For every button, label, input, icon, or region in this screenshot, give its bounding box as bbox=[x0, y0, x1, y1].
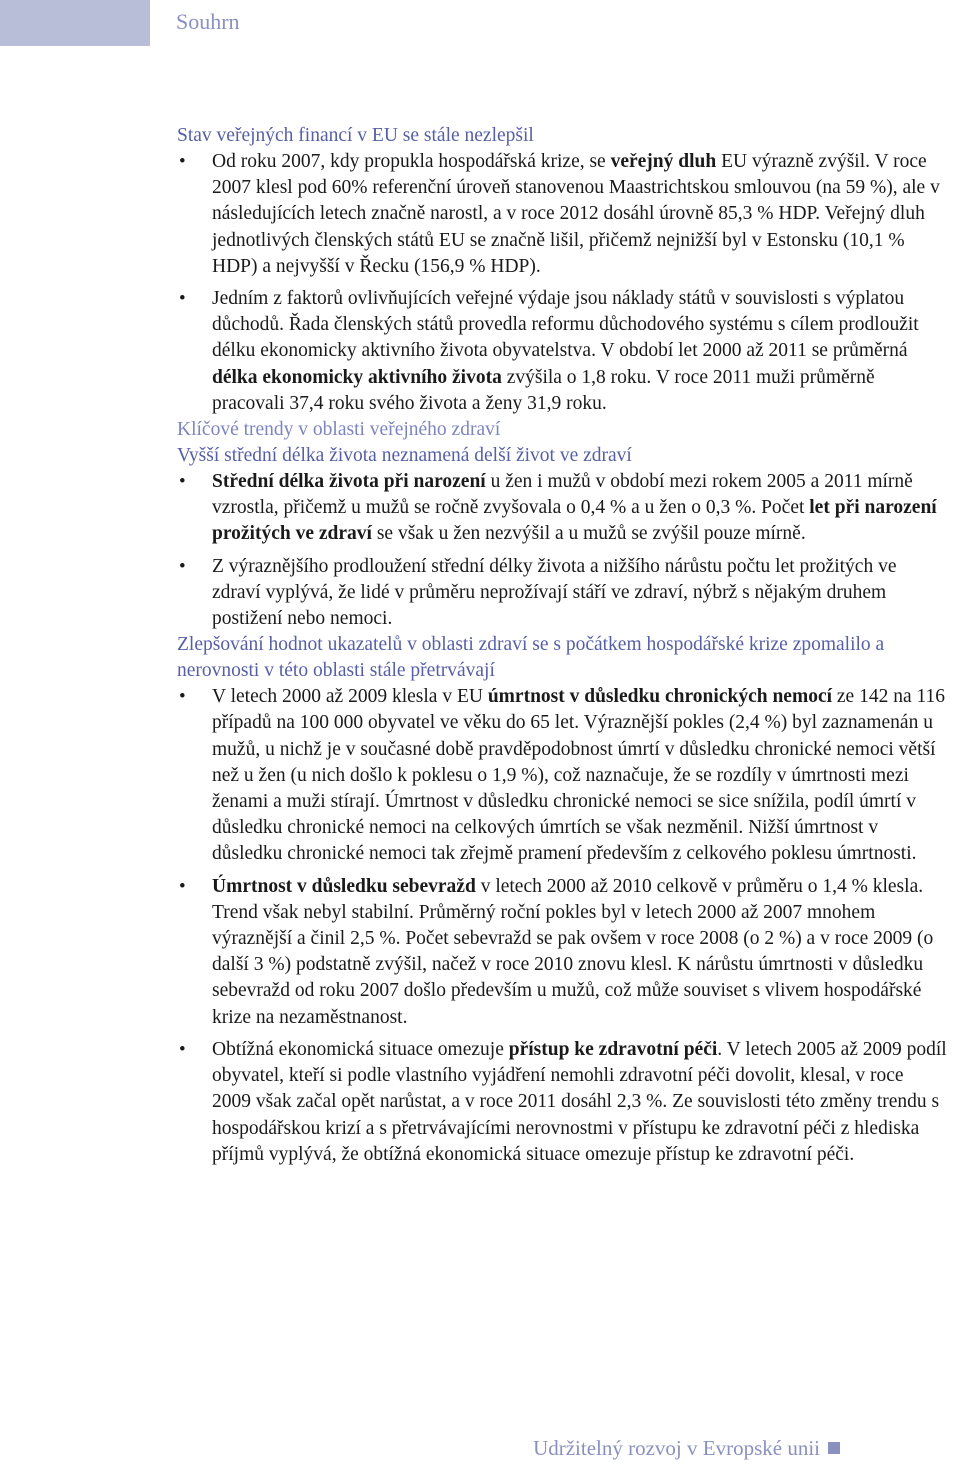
text-run: EU výrazně zvýšil. V roce 2007 klesl pod 60% referenční úroveň stanovenou Maastrichtskou smlouvou (na 59 %), ale v následujících letech značně narostl, a v roce 2012 dosáhl úrovně 85,3 % HDP. Veřejný dluh jednotlivých členských států EU se značně lišil, přičemž nejnižší byl v Estonsku (10,1 % HDP) a nejvyšší v Řecku (156,9 % HDP). bbox=[212, 151, 940, 277]
text-run: v letech 2000 až 2010 celkově v průměru o 1,4 % klesla. Trend však nebyl stabilní. Průměrný roční pokles byl v letech 2000 až 2007 mnohem výraznější a činil 2,5 %. Počet sebevražd se pak ovšem v roce 2008 (o 2 %) a v roce 2009 (o další 3 %) podstatně zvýšil, načež v roce 2010 znovu klesl. K nárůstu úmrtnosti v důsledku sebevražd od roku 2007 došlo především u mužů, což může souviset s vlivem hospodářské krize na nezaměstnanost. bbox=[212, 875, 934, 1028]
text-run: u žen i mužů v období mezi rokem 2005 a 2011 mírně vzrostla, přičemž u mužů se ročně zvyšovala o 0,4 % a u žen o 0,3 %. Počet bbox=[212, 471, 913, 519]
bold-term: přístup ke zdravotní péči bbox=[508, 1038, 718, 1060]
text-run: Jedním z faktorů ovlivňujících veřejné výdaje jsou náklady států v souvislosti s výplatou důchodů. Řada členských států provedla reformu důchodového systému s cílem prodloužit délku ekonomicky aktivního života obyvatelstva. V období let 2000 až 2011 se průměrná bbox=[212, 288, 919, 362]
header-bar bbox=[0, 0, 150, 46]
bold-term: délka ekonomicky aktivního života bbox=[212, 366, 502, 388]
list-item bbox=[177, 1037, 947, 1168]
text-run: Z výraznějšího prodloužení střední délky života a nižšího nárůstu počtu let prožitých ve zdraví vyplývá, že lidé v průměru neprožívají stáří ve zdraví, nýbrž s nějakým druhem postižení nebo nemoci. bbox=[212, 555, 897, 630]
subsection-heading-health-indicators: Zlepšování hodnot ukazatelů v oblasti zdraví se s počátkem hospodářské krize zpomalilo a nerovnosti v této oblasti stále přetrvávají bbox=[177, 634, 885, 682]
bold-term: let při narození prožitých ve zdraví bbox=[212, 497, 937, 545]
text-run: Od roku 2007, kdy propukla hospodářská krize, se bbox=[212, 151, 611, 172]
text-run: V letech 2000 až 2009 klesla v EU bbox=[212, 686, 488, 708]
text-run: zvýšila o 1,8 roku. V roce 2011 muži průměrně pracovali 37,4 roku svého života a ženy 31,9 roku. bbox=[212, 366, 875, 414]
list-item bbox=[177, 286, 947, 417]
section-heading-health-trends: Klíčové trendy v oblasti veřejného zdraví bbox=[177, 419, 501, 441]
bullet-list-health-indicators bbox=[177, 684, 947, 1168]
list-item bbox=[177, 684, 947, 867]
section-heading-public-finances: Stav veřejných financí v EU se stále nezlepšil bbox=[177, 125, 534, 146]
list-item bbox=[177, 874, 947, 1031]
text-run: . V letech 2005 až 2009 podíl obyvatel, kteří si podle vlastního vyjádření nemohli zdravotní péči dovolit, klesal, v roce 2009 však začal opět narůstat, a v roce 2011 dosáhl 2,3 %. Ze souvislosti této změny trendu s hospodářskou krizí a s přetrvávajícími nerovnostmi v přístupu ke zdravotní péči z hlediska příjmů vyplývá, že obtížná ekonomická situace omezuje přístup ke zdravotní péči. bbox=[212, 1038, 947, 1165]
main-content bbox=[177, 123, 947, 1168]
list-item bbox=[177, 149, 947, 280]
bullet-icon: • bbox=[179, 151, 186, 172]
bullet-icon: • bbox=[179, 555, 186, 577]
page-header-title: Souhrn bbox=[176, 9, 240, 34]
list-item bbox=[177, 554, 947, 633]
bold-term: veřejný dluh bbox=[610, 151, 717, 172]
text-run: se však u žen nezvýšil a u mužů se zvýšil pouze mírně. bbox=[371, 523, 806, 545]
bullet-list-life-expectancy bbox=[177, 469, 947, 632]
list-item bbox=[177, 469, 947, 548]
bullet-icon: • bbox=[179, 1038, 186, 1060]
page-footer-text: Udržitelný rozvoj v Evropské unii bbox=[533, 1436, 820, 1460]
footer-square-icon bbox=[828, 1442, 840, 1454]
bullet-icon: • bbox=[179, 471, 186, 493]
bullet-icon: • bbox=[179, 875, 186, 897]
bullet-icon: • bbox=[179, 288, 186, 310]
bold-term: Úmrtnost v důsledku sebevražd bbox=[212, 875, 476, 897]
bullet-list-public-finances bbox=[177, 149, 947, 417]
text-run: ze 142 na 116 případů na 100 000 obyvatel ve věku do 65 let. Výraznější pokles (2,4 %) byl zaznamenán u mužů, u nichž je v současné době pravděpodobnost úmrtí v důsledku chronické nemoci větší než u žen (u nich došlo k poklesu o 1,9 %), což naznačuje, že se rozdíly v úmrtnosti mezi ženami a muži stírají. Úmrtnost v důsledku chronické nemoci se sice snížila, podíl úmrtí v důsledku chronické nemoci na celkových úmrtích se však nezměnil. Nižší úmrtnost v důsledku chronické nemoci tak zřejmě pramení především z celkového poklesu úmrtnosti. bbox=[212, 686, 946, 865]
bold-term: Střední délka života při narození bbox=[212, 471, 486, 493]
text-run: Obtížná ekonomická situace omezuje bbox=[212, 1038, 509, 1060]
subsection-heading-life-expectancy: Vyšší střední délka života neznamená delší život ve zdraví bbox=[177, 445, 632, 467]
bullet-icon: • bbox=[179, 686, 186, 708]
bold-term: úmrtnost v důsledku chronických nemocí bbox=[487, 686, 833, 708]
